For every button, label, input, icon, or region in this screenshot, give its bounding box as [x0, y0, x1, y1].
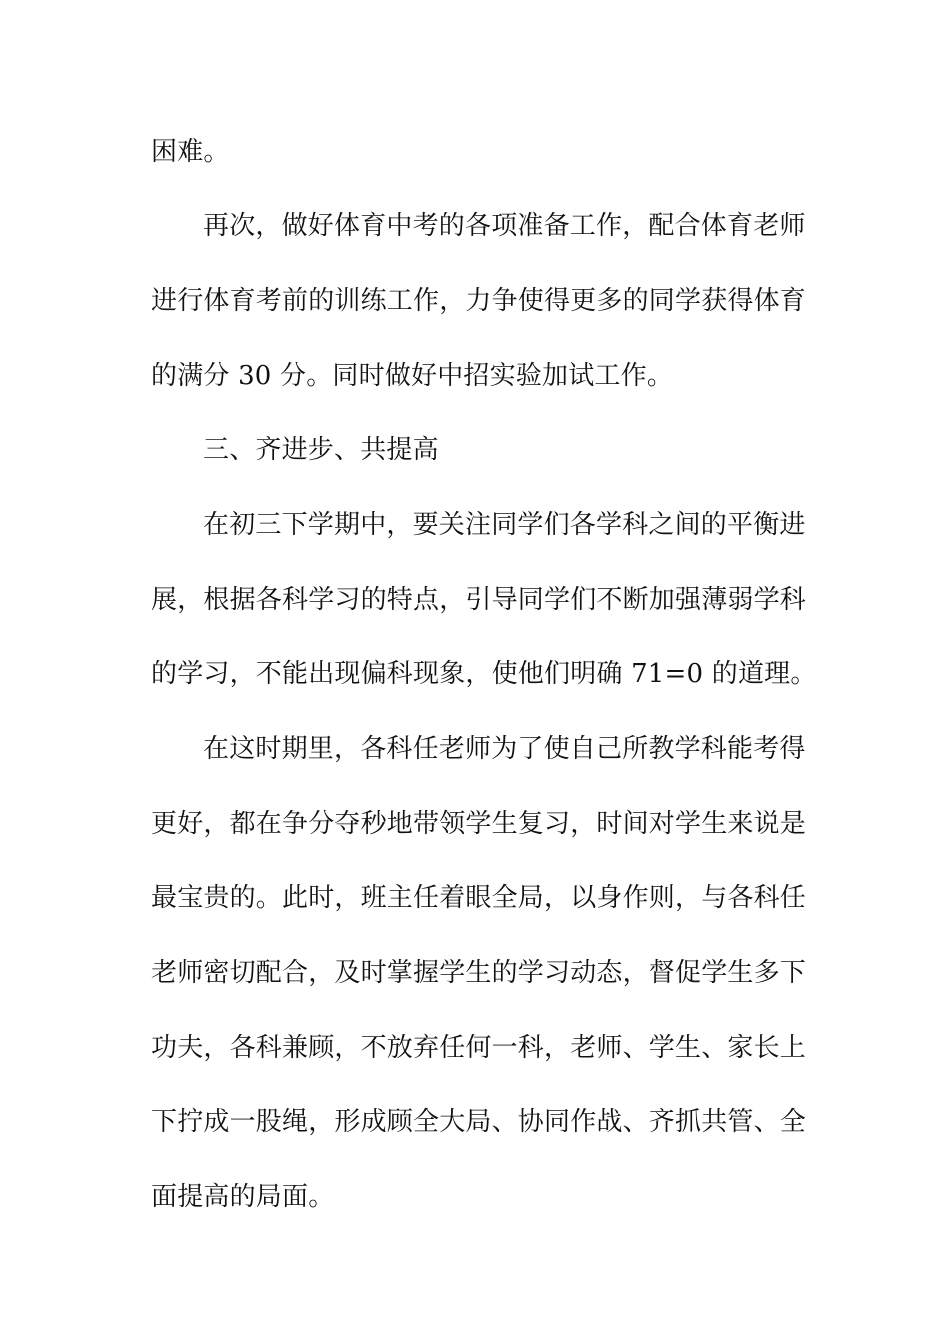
paragraph-first-line: 再次，做好体育中考的各项准备工作，配合体育老师 [203, 211, 806, 241]
section-heading: 三、齐进步、共提高 [203, 435, 439, 465]
text-line: 展，根据各科学习的特点，引导同学们不断加强薄弱学科 [151, 585, 807, 615]
text-line: 功夫，各科兼顾，不放弃任何一科，老师、学生、家长上 [151, 1033, 807, 1063]
paragraph-first-line: 在初三下学期中，要关注同学们各学科之间的平衡进 [203, 510, 806, 540]
text-line: 老师密切配合，及时掌握学生的学习动态，督促学生多下 [151, 958, 807, 988]
text-line: 下拧成一股绳，形成顾全大局、协同作战、齐抓共管、全 [151, 1107, 807, 1137]
text-line: 的满分 30 分。同时做好中招实验加试工作。 [151, 361, 674, 391]
text-line: 的学习，不能出现偏科现象，使他们明确 71=0 的道理。 [151, 659, 817, 689]
text-line: 更好，都在争分夺秒地带领学生复习，时间对学生来说是 [151, 809, 807, 839]
text-line: 面提高的局面。 [151, 1182, 335, 1212]
text-line: 最宝贵的。此时，班主任着眼全局，以身作则，与各科任 [151, 883, 807, 913]
text-line: 困难。 [151, 137, 230, 167]
text-line: 进行体育考前的训练工作，力争使得更多的同学获得体育 [151, 286, 807, 316]
paragraph-first-line: 在这时期里，各科任老师为了使自己所教学科能考得 [203, 734, 806, 764]
